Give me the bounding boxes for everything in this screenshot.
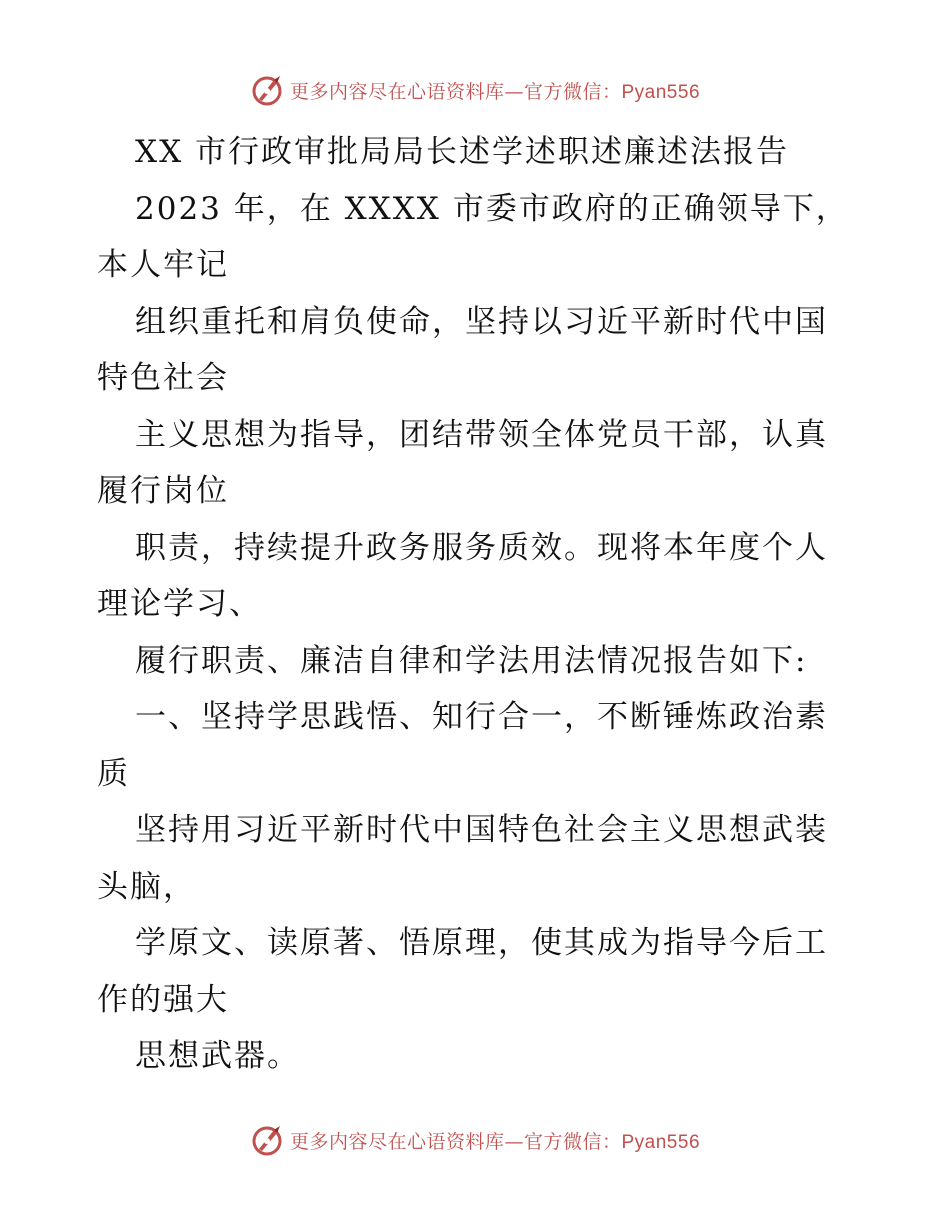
paragraph-line: 坚持用习近平新时代中国特色社会主义思想武装 (135, 812, 828, 848)
watermark-text: 更多内容尽在心语资料库—官方微信：Pyan556 (289, 1130, 701, 1153)
footer-watermark-banner (0, 1120, 950, 1160)
section-heading-continuation: 质 (97, 755, 130, 792)
paragraph-line: 学原文、读原著、悟原理，使其成为指导今后工 (135, 925, 828, 961)
section-heading: 一、坚持学思践悟、知行合一，不断锤炼政治素 (135, 699, 828, 735)
paragraph-line: 履行岗位 (97, 473, 229, 509)
watermark-text: 更多内容尽在心语资料库—官方微信：Pyan556 (289, 80, 701, 103)
quill-pen-seal-icon (250, 1123, 284, 1157)
document-body (97, 124, 867, 1085)
paragraph-line: 组织重托和肩负使命，坚持以习近平新时代中国 (135, 303, 828, 340)
paragraph-line: 思想武器。 (135, 1038, 300, 1074)
paragraph-line: 履行职责、廉洁自律和学法用法情况报告如下: (135, 642, 808, 679)
quill-pen-seal-icon (250, 73, 284, 107)
paragraph-line: 主义思想为指导，团结带领全体党员干部，认真 (135, 416, 828, 453)
header-watermark-banner (0, 70, 950, 110)
document-title: XX 市行政审批局局长述学述职述廉述法报告 (135, 134, 789, 170)
paragraph-line: 理论学习、 (97, 586, 262, 622)
paragraph-line: 作的强大 (97, 981, 229, 1018)
paragraph-line: 2023 年，在 XXXX 市委市政府的正确领导下， (135, 190, 849, 227)
paragraph-line: 职责，持续提升政务服务质效。现将本年度个人 (135, 529, 828, 566)
paragraph-line: 头脑， (97, 868, 196, 905)
paragraph-line: 本人牢记 (97, 247, 229, 283)
paragraph-line: 特色社会 (97, 360, 229, 396)
